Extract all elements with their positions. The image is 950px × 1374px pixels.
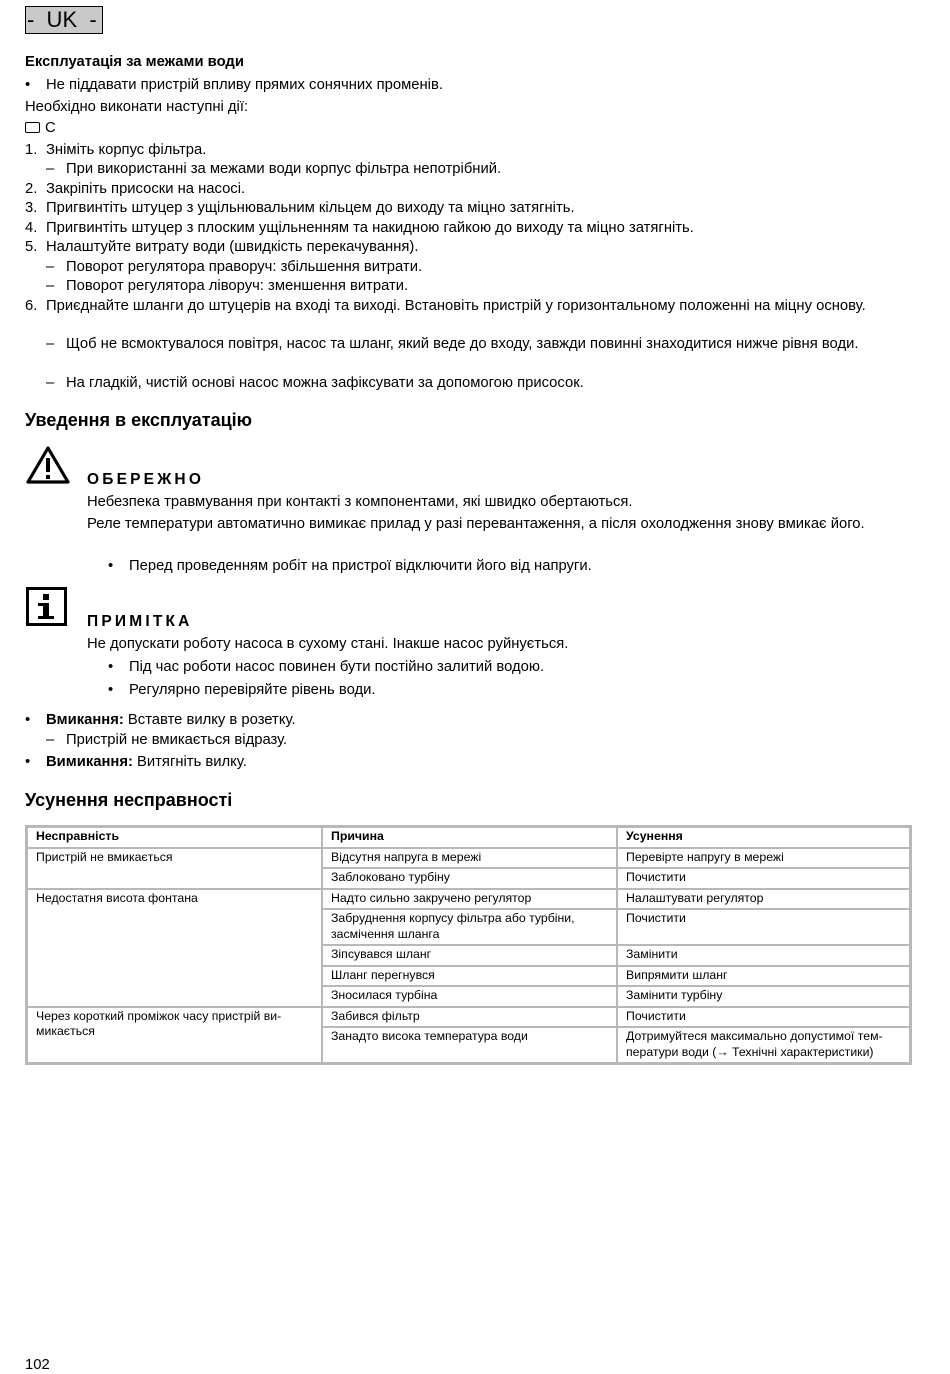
bullet-dot: • [25, 77, 31, 93]
step-number: 6. [25, 298, 38, 314]
table-cell-remedy: Замінити турбіну [617, 986, 910, 1007]
troubleshooting-table [25, 825, 912, 1065]
step-text: Поворот регулятора праворуч: збільшення витрати. [66, 259, 423, 275]
section-title-commissioning: Уведення в експлуатацію [25, 410, 253, 430]
language-tag: - UK - [25, 6, 103, 34]
table-cell-remedy: Почистити [617, 909, 910, 945]
step-number: 1. [25, 142, 38, 158]
step-text: Щоб не всмоктувалося повітря, насос та шланг, який веде до входу, завжди повинні знаходитися нижче рівня води. [66, 336, 859, 352]
warning-text-1: Небезпека травмування при контакті з компонентами, які швидко обертаються. [87, 494, 633, 510]
header-cause: Причина [322, 827, 617, 848]
switch-on-instruction: Вставте вилку в розетку. [123, 712, 296, 728]
bullet-dot: • [108, 558, 114, 574]
bullet-dot: • [25, 712, 31, 728]
table-row [27, 848, 910, 869]
step-text: Зніміть корпус фільтра. [46, 142, 207, 158]
table-header-row [27, 827, 910, 848]
step-text: На гладкій, чистій основі насос можна зафіксувати за допомогою присосок. [66, 375, 584, 391]
table-cell-fault: Через короткий проміжок часу пристрій ви-микається [27, 1007, 322, 1064]
step-number: 2. [25, 181, 38, 197]
table-cell-cause: Заблоковано турбіну [322, 868, 617, 889]
table-cell-remedy: Почистити [617, 1007, 910, 1028]
table-cell-cause: Відсутня напруга в мережі [322, 848, 617, 869]
figure-box-icon [25, 122, 40, 133]
switch-off-label: Вимикання: [46, 754, 133, 770]
dash-mark: – [46, 278, 55, 294]
table-cell-remedy: Налаштувати регулятор [617, 889, 910, 910]
bullet-text: Регулярно перевіряйте рівень води. [129, 682, 376, 698]
bullet-dot: • [108, 682, 114, 698]
table-cell-fault: Недостатня висота фонтана [27, 889, 322, 1007]
table-cell-cause: Надто сильно закручено регулятор [322, 889, 617, 910]
warning-text-2: Реле температури автоматично вимикає прилад у разі перевантаження, а після охолодження знову вмикає його. [87, 516, 865, 532]
step-number: 4. [25, 220, 38, 236]
step-text: При використанні за межами води корпус фільтра непотрібний. [66, 161, 502, 177]
switch-on-label: Вмикання: [46, 712, 124, 728]
bullet-dot: • [108, 659, 114, 675]
step-number: 3. [25, 200, 38, 216]
dash-mark: – [46, 336, 55, 352]
warning-triangle-icon [26, 446, 70, 484]
info-icon [26, 587, 67, 626]
bullet-dot: • [25, 754, 31, 770]
bullet-text: Перед проведенням робіт на пристрої відключити його від напруги. [129, 558, 592, 574]
table-cell-fault: Пристрій не вмикається [27, 848, 322, 889]
step-text: Пригвинтіть штуцер з ущільнювальним кільцем до виходу та міцно затягніть. [46, 200, 575, 216]
table-cell-cause: Зіпсувався шланг [322, 945, 617, 966]
table-cell-cause: Занадто висока температура води [322, 1027, 617, 1063]
intro-text: Необхідно виконати наступні дії: [25, 99, 249, 115]
table-cell-remedy: Почистити [617, 868, 910, 889]
table-cell-remedy: Дотримуйтеся максимально допустимої тем-ператури води (→ Технічні характеристики) [617, 1027, 910, 1063]
table-cell-remedy: Перевірте напругу в мережі [617, 848, 910, 869]
step-text: Поворот регулятора ліворуч: зменшення витрати. [66, 278, 409, 294]
bullet-text: Під час роботи насос повинен бути постійно залитий водою. [129, 659, 545, 675]
header-remedy: Усунення [617, 827, 910, 848]
switch-off-text [46, 753, 247, 773]
step-text: Закріпіть присоски на насосі. [46, 181, 246, 197]
table-row [27, 1007, 910, 1028]
dash-mark: – [46, 375, 55, 391]
step-text: Пригвинтіть штуцер з плоским ущільненням та накидною гайкою до виходу та міцно затягніть. [46, 220, 694, 236]
table-cell-cause: Забився фільтр [322, 1007, 617, 1028]
table-cell-cause: Шланг перегнувся [322, 966, 617, 987]
dash-mark: – [46, 161, 55, 177]
figure-ref-label: C [45, 120, 56, 136]
table-cell-cause: Забруднення корпусу фільтра або турбіни, засмічення шланга [322, 909, 617, 945]
step-text: Приєднайте шланги до штуцерів на вході та виході. Встановіть пристрій у горизонтальному положенні на міцну основу. [46, 298, 866, 314]
step-text: Налаштуйте витрату води (швидкість перекачування). [46, 239, 419, 255]
table-row [27, 889, 910, 910]
table-cell-remedy: Випрямити шланг [617, 966, 910, 987]
dash-mark: – [46, 732, 55, 748]
table-cell-cause: Зносилася турбіна [322, 986, 617, 1007]
section-title-troubleshooting: Усунення несправності [25, 790, 233, 810]
page-number: 102 [25, 1357, 50, 1373]
dash-text: Пристрій не вмикається відразу. [66, 732, 288, 748]
note-title: ПРИМІТКА [87, 613, 193, 630]
figure-ref [25, 119, 56, 139]
warning-title: ОБЕРЕЖНО [87, 471, 205, 488]
bullet-text: Не піддавати пристрій впливу прямих сонячних променів. [46, 77, 443, 93]
switch-on-text [46, 711, 296, 731]
step-number: 5. [25, 239, 38, 255]
switch-off-instruction: Витягніть вилку. [132, 754, 247, 770]
header-fault: Несправність [27, 827, 322, 848]
dash-mark: – [46, 259, 55, 275]
note-text: Не допускати роботу насоса в сухому стані. Інакше насос руйнується. [87, 636, 569, 652]
table-cell-remedy: Замінити [617, 945, 910, 966]
section-title-outside-water: Експлуатація за межами води [25, 54, 244, 70]
